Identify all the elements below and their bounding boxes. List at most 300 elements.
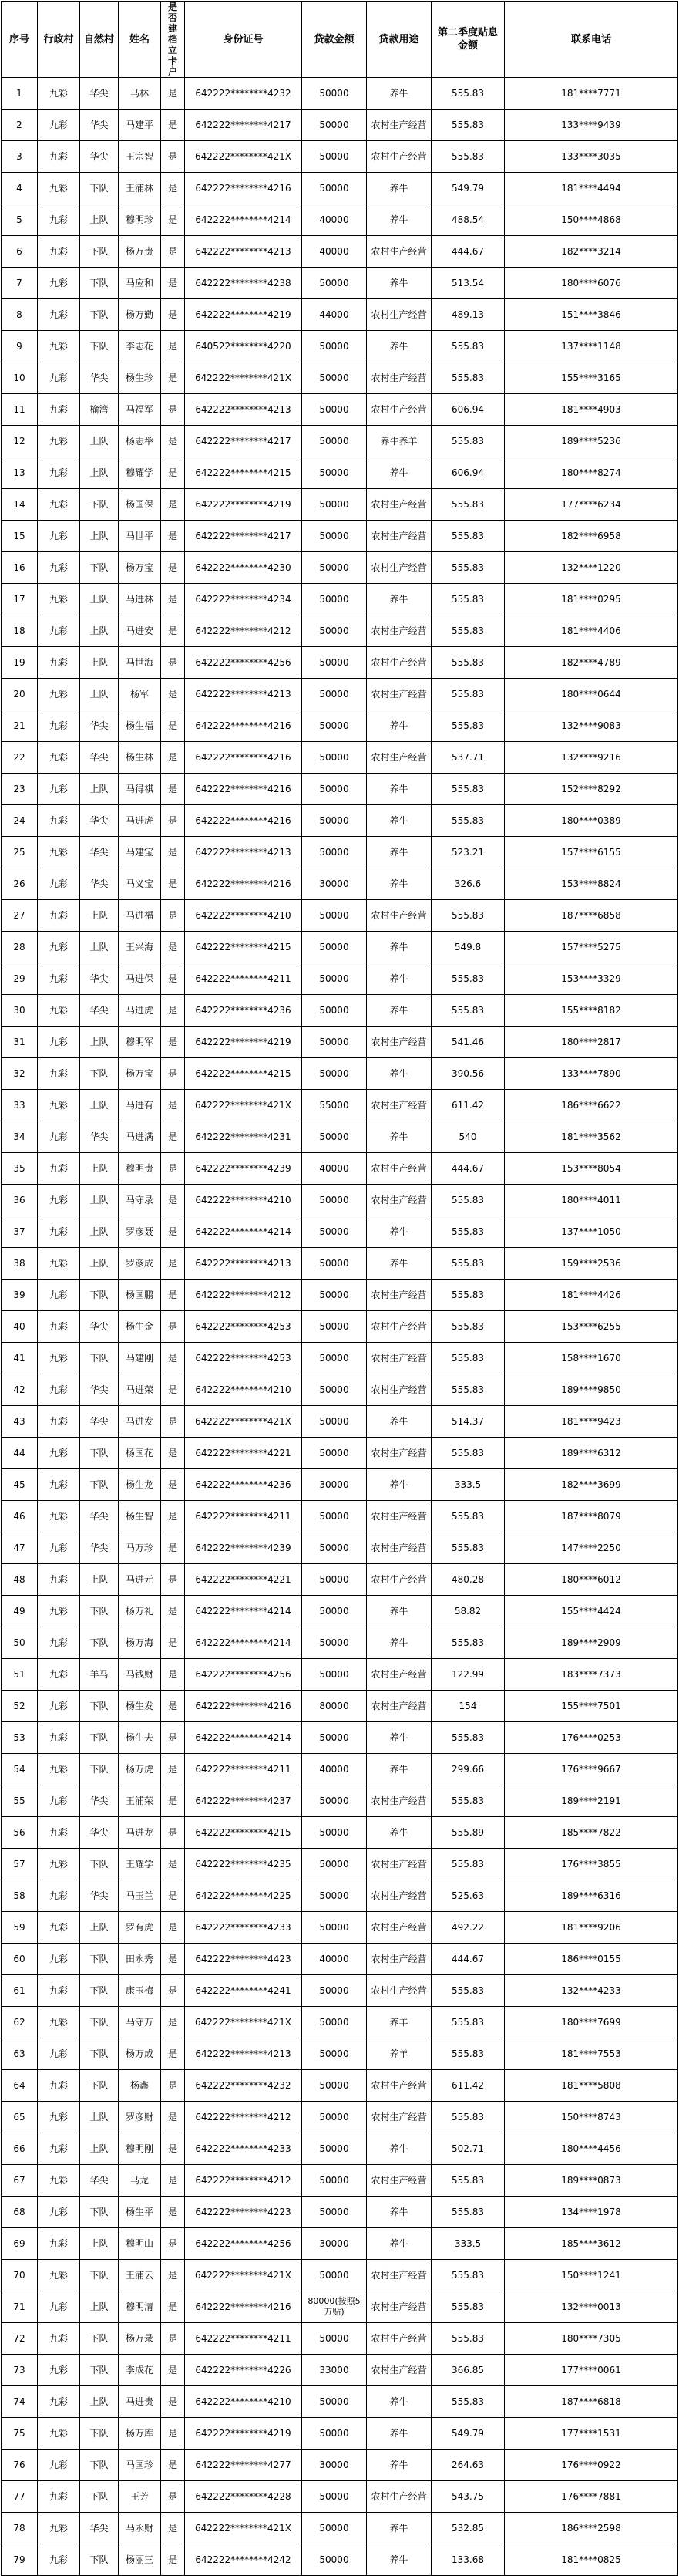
cell-natural-village: 华尖 [80, 1406, 119, 1438]
cell-natural-village: 下队 [80, 236, 119, 268]
table-row [2, 1185, 678, 1216]
table-row [2, 2070, 678, 2102]
cell-admin-village: 九彩 [38, 2038, 80, 2070]
table-row [2, 426, 678, 457]
cell-admin-village: 九彩 [38, 1691, 80, 1722]
cell-registered-poor: 是 [161, 489, 185, 521]
cell-admin-village: 九彩 [38, 141, 80, 173]
cell-id-number: 642222********4219 [185, 2418, 302, 2450]
cell-loan-amount: 55000 [302, 1090, 367, 1121]
cell-id-number: 642222********4217 [185, 426, 302, 457]
cell-q2-subsidy: 480.28 [432, 1564, 505, 1596]
cell-registered-poor: 是 [161, 2291, 185, 2323]
table-row [2, 1754, 678, 1785]
table-row [2, 2197, 678, 2228]
cell-index: 12 [2, 426, 38, 457]
cell-admin-village: 九彩 [38, 1532, 80, 1564]
cell-natural-village: 下队 [80, 299, 119, 331]
table-row [2, 2291, 678, 2323]
cell-id-number: 642222********4211 [185, 1501, 302, 1532]
cell-q2-subsidy: 555.83 [432, 679, 505, 710]
cell-natural-village: 榆湾 [80, 394, 119, 426]
cell-q2-subsidy: 549.79 [432, 2418, 505, 2450]
cell-admin-village: 九彩 [38, 1185, 80, 1216]
cell-loan-purpose: 养牛 [367, 2386, 432, 2418]
cell-loan-purpose: 养牛 [367, 1248, 432, 1280]
cell-registered-poor: 是 [161, 1944, 185, 1975]
cell-q2-subsidy: 543.75 [432, 2481, 505, 2513]
cell-natural-village: 下队 [80, 1754, 119, 1785]
cell-q2-subsidy: 555.83 [432, 1501, 505, 1532]
cell-loan-purpose: 农村生产经营 [367, 2323, 432, 2355]
cell-phone: 187****8079 [505, 1501, 678, 1532]
table-row [2, 1564, 678, 1596]
cell-loan-amount: 50000 [302, 2260, 367, 2291]
cell-natural-village: 下队 [80, 1975, 119, 2007]
cell-name: 罗彦成 [119, 1248, 161, 1280]
cell-q2-subsidy: 606.94 [432, 457, 505, 489]
cell-id-number: 642222********4216 [185, 1691, 302, 1722]
cell-natural-village: 华尖 [80, 2165, 119, 2197]
cell-q2-subsidy: 555.83 [432, 2197, 505, 2228]
table-row [2, 932, 678, 963]
header-natural-village: 自然村 [80, 2, 119, 78]
cell-natural-village: 下队 [80, 331, 119, 362]
cell-name: 杨军 [119, 679, 161, 710]
cell-q2-subsidy: 537.71 [432, 742, 505, 774]
cell-phone: 181****9423 [505, 1406, 678, 1438]
cell-loan-amount: 50000 [302, 141, 367, 173]
table-row [2, 2038, 678, 2070]
cell-q2-subsidy: 299.66 [432, 1754, 505, 1785]
cell-registered-poor: 是 [161, 615, 185, 647]
cell-loan-amount: 50000 [302, 1374, 367, 1406]
cell-index: 33 [2, 1090, 38, 1121]
cell-loan-amount: 30000 [302, 1469, 367, 1501]
cell-name: 马进元 [119, 1564, 161, 1596]
cell-loan-purpose: 农村生产经营 [367, 394, 432, 426]
cell-loan-amount: 50000 [302, 1785, 367, 1817]
cell-loan-purpose: 农村生产经营 [367, 1343, 432, 1374]
cell-natural-village: 上队 [80, 584, 119, 615]
cell-loan-amount: 50000 [302, 837, 367, 868]
cell-name: 杨万勤 [119, 299, 161, 331]
cell-q2-subsidy: 555.83 [432, 1438, 505, 1469]
cell-id-number: 642222********4225 [185, 1880, 302, 1912]
cell-name: 穆明刚 [119, 2133, 161, 2165]
cell-name: 马进有 [119, 1090, 161, 1121]
cell-registered-poor: 是 [161, 1975, 185, 2007]
cell-admin-village: 九彩 [38, 1216, 80, 1248]
cell-loan-purpose: 农村生产经营 [367, 110, 432, 141]
cell-loan-purpose: 养牛 [367, 457, 432, 489]
table-row [2, 1975, 678, 2007]
cell-admin-village: 九彩 [38, 2228, 80, 2260]
cell-registered-poor: 是 [161, 1311, 185, 1343]
cell-admin-village: 九彩 [38, 2513, 80, 2544]
cell-id-number: 642222********421X [185, 141, 302, 173]
table-row [2, 2513, 678, 2544]
cell-q2-subsidy: 555.83 [432, 1627, 505, 1659]
cell-registered-poor: 是 [161, 2323, 185, 2355]
cell-name: 杨万海 [119, 1627, 161, 1659]
cell-natural-village: 华尖 [80, 868, 119, 900]
cell-name: 王宗智 [119, 141, 161, 173]
cell-name: 杨生金 [119, 1311, 161, 1343]
cell-admin-village: 九彩 [38, 1090, 80, 1121]
cell-phone: 181****4494 [505, 173, 678, 204]
cell-natural-village: 华尖 [80, 1817, 119, 1849]
cell-loan-amount: 50000 [302, 2102, 367, 2133]
cell-loan-amount: 50000 [302, 1343, 367, 1374]
cell-loan-purpose: 养牛 [367, 710, 432, 742]
cell-index: 1 [2, 78, 38, 110]
cell-phone: 180****2817 [505, 1027, 678, 1058]
cell-q2-subsidy: 555.83 [432, 900, 505, 932]
cell-index: 27 [2, 900, 38, 932]
cell-admin-village: 九彩 [38, 1374, 80, 1406]
cell-loan-amount: 40000 [302, 1944, 367, 1975]
cell-index: 66 [2, 2133, 38, 2165]
cell-index: 10 [2, 362, 38, 394]
cell-index: 62 [2, 2007, 38, 2038]
cell-name: 马守万 [119, 2007, 161, 2038]
cell-registered-poor: 是 [161, 457, 185, 489]
cell-admin-village: 九彩 [38, 1248, 80, 1280]
table-row [2, 900, 678, 932]
header-name: 姓名 [119, 2, 161, 78]
cell-loan-amount: 50000 [302, 1975, 367, 2007]
cell-loan-purpose: 农村生产经营 [367, 1659, 432, 1691]
cell-q2-subsidy: 555.83 [432, 2291, 505, 2323]
cell-index: 21 [2, 710, 38, 742]
cell-index: 42 [2, 1374, 38, 1406]
cell-registered-poor: 是 [161, 2418, 185, 2450]
cell-name: 杨生珍 [119, 362, 161, 394]
cell-loan-purpose: 农村生产经营 [367, 2165, 432, 2197]
cell-admin-village: 九彩 [38, 2007, 80, 2038]
cell-natural-village: 上队 [80, 774, 119, 805]
cell-loan-amount: 50000 [302, 362, 367, 394]
cell-natural-village: 上队 [80, 204, 119, 236]
cell-registered-poor: 是 [161, 2513, 185, 2544]
cell-id-number: 642222********4211 [185, 1754, 302, 1785]
table-row [2, 2418, 678, 2450]
cell-id-number: 642222********421X [185, 2007, 302, 2038]
table-row [2, 1343, 678, 1374]
cell-id-number: 642222********4235 [185, 1849, 302, 1880]
cell-loan-amount: 50000 [302, 110, 367, 141]
cell-q2-subsidy: 541.46 [432, 1027, 505, 1058]
cell-natural-village: 下队 [80, 1596, 119, 1627]
cell-admin-village: 九彩 [38, 552, 80, 584]
cell-loan-amount: 40000 [302, 236, 367, 268]
cell-loan-amount: 50000 [302, 584, 367, 615]
cell-name: 王芳 [119, 2481, 161, 2513]
table-row [2, 2228, 678, 2260]
table-row [2, 774, 678, 805]
cell-loan-amount: 30000 [302, 868, 367, 900]
cell-loan-amount: 50000 [302, 1532, 367, 1564]
cell-admin-village: 九彩 [38, 2070, 80, 2102]
cell-index: 9 [2, 331, 38, 362]
cell-natural-village: 华尖 [80, 837, 119, 868]
cell-id-number: 642222********4223 [185, 2197, 302, 2228]
cell-index: 57 [2, 1849, 38, 1880]
cell-index: 19 [2, 647, 38, 679]
header-admin-village: 行政村 [38, 2, 80, 78]
cell-registered-poor: 是 [161, 2481, 185, 2513]
cell-id-number: 642222********4238 [185, 268, 302, 299]
cell-natural-village: 下队 [80, 2544, 119, 2576]
header-registered-poor: 是否建档立卡户 [161, 2, 185, 78]
cell-index: 26 [2, 868, 38, 900]
cell-natural-village: 下队 [80, 268, 119, 299]
cell-loan-amount: 50000 [302, 1185, 367, 1216]
cell-phone: 180****4456 [505, 2133, 678, 2165]
cell-phone: 176****9667 [505, 1754, 678, 1785]
cell-phone: 189****2191 [505, 1785, 678, 1817]
cell-loan-amount: 50000 [302, 2070, 367, 2102]
cell-q2-subsidy: 555.83 [432, 552, 505, 584]
cell-natural-village: 下队 [80, 1469, 119, 1501]
cell-id-number: 642222********4237 [185, 1785, 302, 1817]
cell-natural-village: 上队 [80, 679, 119, 710]
cell-index: 73 [2, 2355, 38, 2386]
cell-registered-poor: 是 [161, 1027, 185, 1058]
cell-name: 王浦云 [119, 2260, 161, 2291]
cell-name: 马进安 [119, 615, 161, 647]
cell-id-number: 642222********421X [185, 2513, 302, 2544]
cell-loan-purpose: 农村生产经营 [367, 236, 432, 268]
cell-name: 马进林 [119, 584, 161, 615]
cell-natural-village: 下队 [80, 1343, 119, 1374]
cell-loan-purpose: 农村生产经营 [367, 1880, 432, 1912]
cell-index: 45 [2, 1469, 38, 1501]
cell-q2-subsidy: 154 [432, 1691, 505, 1722]
cell-q2-subsidy: 555.83 [432, 2260, 505, 2291]
cell-natural-village: 上队 [80, 647, 119, 679]
cell-id-number: 642222********4214 [185, 1627, 302, 1659]
cell-phone: 158****1670 [505, 1343, 678, 1374]
cell-id-number: 642222********421X [185, 1406, 302, 1438]
cell-index: 48 [2, 1564, 38, 1596]
cell-phone: 133****7890 [505, 1058, 678, 1090]
cell-phone: 186****0155 [505, 1944, 678, 1975]
cell-q2-subsidy: 555.83 [432, 1374, 505, 1406]
table-row [2, 2355, 678, 2386]
cell-loan-amount: 50000 [302, 1849, 367, 1880]
cell-name: 罗彦财 [119, 2102, 161, 2133]
cell-id-number: 642222********4216 [185, 868, 302, 900]
cell-loan-purpose: 养牛 [367, 2418, 432, 2450]
cell-loan-amount: 50000 [302, 2197, 367, 2228]
table-row [2, 1121, 678, 1153]
cell-id-number: 642222********4253 [185, 1311, 302, 1343]
cell-admin-village: 九彩 [38, 1564, 80, 1596]
cell-q2-subsidy: 555.83 [432, 1185, 505, 1216]
cell-admin-village: 九彩 [38, 1817, 80, 1849]
cell-index: 28 [2, 932, 38, 963]
table-row [2, 521, 678, 552]
cell-phone: 189****0873 [505, 2165, 678, 2197]
cell-name: 李志花 [119, 331, 161, 362]
cell-index: 54 [2, 1754, 38, 1785]
cell-registered-poor: 是 [161, 1880, 185, 1912]
cell-q2-subsidy: 525.63 [432, 1880, 505, 1912]
cell-id-number: 642222********4234 [185, 584, 302, 615]
cell-loan-amount: 50000 [302, 1880, 367, 1912]
cell-natural-village: 羊马 [80, 1659, 119, 1691]
cell-phone: 153****8824 [505, 868, 678, 900]
cell-registered-poor: 是 [161, 679, 185, 710]
cell-registered-poor: 是 [161, 1090, 185, 1121]
cell-registered-poor: 是 [161, 236, 185, 268]
table-row [2, 1280, 678, 1311]
table-row [2, 141, 678, 173]
cell-loan-amount: 50000 [302, 1280, 367, 1311]
cell-loan-purpose: 农村生产经营 [367, 299, 432, 331]
cell-index: 46 [2, 1501, 38, 1532]
cell-registered-poor: 是 [161, 2386, 185, 2418]
cell-index: 59 [2, 1912, 38, 1944]
cell-registered-poor: 是 [161, 2450, 185, 2481]
cell-phone: 182****3699 [505, 1469, 678, 1501]
cell-natural-village: 上队 [80, 2228, 119, 2260]
cell-loan-amount: 50000 [302, 932, 367, 963]
cell-index: 75 [2, 2418, 38, 2450]
cell-name: 马林 [119, 78, 161, 110]
cell-q2-subsidy: 555.83 [432, 2165, 505, 2197]
cell-name: 杨万成 [119, 2038, 161, 2070]
cell-natural-village: 华尖 [80, 1121, 119, 1153]
cell-registered-poor: 是 [161, 2133, 185, 2165]
cell-name: 王浦林 [119, 173, 161, 204]
cell-natural-village: 下队 [80, 1944, 119, 1975]
cell-id-number: 642222********4423 [185, 1944, 302, 1975]
cell-registered-poor: 是 [161, 1280, 185, 1311]
cell-registered-poor: 是 [161, 900, 185, 932]
cell-loan-amount: 80000 [302, 1691, 367, 1722]
table-row [2, 2007, 678, 2038]
cell-index: 16 [2, 552, 38, 584]
table-row [2, 647, 678, 679]
cell-index: 4 [2, 173, 38, 204]
cell-registered-poor: 是 [161, 2355, 185, 2386]
cell-admin-village: 九彩 [38, 615, 80, 647]
cell-registered-poor: 是 [161, 204, 185, 236]
table-row [2, 489, 678, 521]
cell-q2-subsidy: 555.83 [432, 1532, 505, 1564]
cell-loan-amount: 50000 [302, 331, 367, 362]
table-row [2, 299, 678, 331]
cell-name: 杨生发 [119, 1691, 161, 1722]
cell-phone: 157****6155 [505, 837, 678, 868]
cell-admin-village: 九彩 [38, 1438, 80, 1469]
cell-name: 杨生智 [119, 1501, 161, 1532]
cell-admin-village: 九彩 [38, 1058, 80, 1090]
cell-admin-village: 九彩 [38, 1153, 80, 1185]
cell-q2-subsidy: 555.83 [432, 584, 505, 615]
cell-phone: 180****0644 [505, 679, 678, 710]
cell-registered-poor: 是 [161, 1659, 185, 1691]
cell-name: 杨万贵 [119, 236, 161, 268]
cell-phone: 180****8274 [505, 457, 678, 489]
cell-loan-purpose: 养牛 [367, 2544, 432, 2576]
cell-phone: 186****6622 [505, 1090, 678, 1121]
cell-id-number: 640522********4220 [185, 331, 302, 362]
cell-id-number: 642222********4236 [185, 995, 302, 1027]
cell-name: 穆明山 [119, 2228, 161, 2260]
cell-id-number: 642222********4214 [185, 1216, 302, 1248]
table-row [2, 1501, 678, 1532]
cell-name: 李成花 [119, 2355, 161, 2386]
cell-loan-purpose: 养羊 [367, 2007, 432, 2038]
cell-registered-poor: 是 [161, 426, 185, 457]
cell-loan-purpose: 农村生产经营 [367, 2291, 432, 2323]
cell-admin-village: 九彩 [38, 204, 80, 236]
cell-registered-poor: 是 [161, 331, 185, 362]
cell-loan-amount: 50000 [302, 78, 367, 110]
cell-loan-purpose: 农村生产经营 [367, 742, 432, 774]
header-loan-purpose: 贷款用途 [367, 2, 432, 78]
cell-loan-amount: 50000 [302, 173, 367, 204]
cell-id-number: 642222********4219 [185, 489, 302, 521]
cell-natural-village: 上队 [80, 900, 119, 932]
table-row [2, 1627, 678, 1659]
cell-registered-poor: 是 [161, 78, 185, 110]
cell-q2-subsidy: 555.83 [432, 362, 505, 394]
cell-index: 78 [2, 2513, 38, 2544]
cell-q2-subsidy: 555.83 [432, 110, 505, 141]
cell-q2-subsidy: 513.54 [432, 268, 505, 299]
cell-name: 杨丽三 [119, 2544, 161, 2576]
cell-loan-amount: 50000 [302, 2481, 367, 2513]
cell-index: 36 [2, 1185, 38, 1216]
cell-id-number: 642222********4256 [185, 647, 302, 679]
cell-name: 穆明贵 [119, 1153, 161, 1185]
cell-admin-village: 九彩 [38, 2260, 80, 2291]
cell-loan-purpose: 农村生产经营 [367, 1438, 432, 1469]
cell-natural-village: 下队 [80, 1438, 119, 1469]
cell-loan-amount: 50000 [302, 426, 367, 457]
cell-admin-village: 九彩 [38, 647, 80, 679]
table-row [2, 1374, 678, 1406]
cell-loan-amount: 50000 [302, 742, 367, 774]
cell-phone: 180****4011 [505, 1185, 678, 1216]
table-row [2, 1406, 678, 1438]
cell-index: 41 [2, 1343, 38, 1374]
cell-phone: 189****6316 [505, 1880, 678, 1912]
cell-phone: 177****6234 [505, 489, 678, 521]
cell-index: 79 [2, 2544, 38, 2576]
cell-q2-subsidy: 133.68 [432, 2544, 505, 2576]
cell-phone: 133****3035 [505, 141, 678, 173]
cell-q2-subsidy: 333.5 [432, 1469, 505, 1501]
cell-q2-subsidy: 444.67 [432, 236, 505, 268]
cell-loan-amount: 50000 [302, 2165, 367, 2197]
cell-admin-village: 九彩 [38, 173, 80, 204]
cell-admin-village: 九彩 [38, 584, 80, 615]
cell-admin-village: 九彩 [38, 1469, 80, 1501]
cell-natural-village: 上队 [80, 615, 119, 647]
cell-id-number: 642222********4242 [185, 2544, 302, 2576]
table-row [2, 1596, 678, 1627]
cell-registered-poor: 是 [161, 1532, 185, 1564]
table-row [2, 331, 678, 362]
cell-loan-amount: 50000 [302, 1058, 367, 1090]
cell-phone: 181****4406 [505, 615, 678, 647]
